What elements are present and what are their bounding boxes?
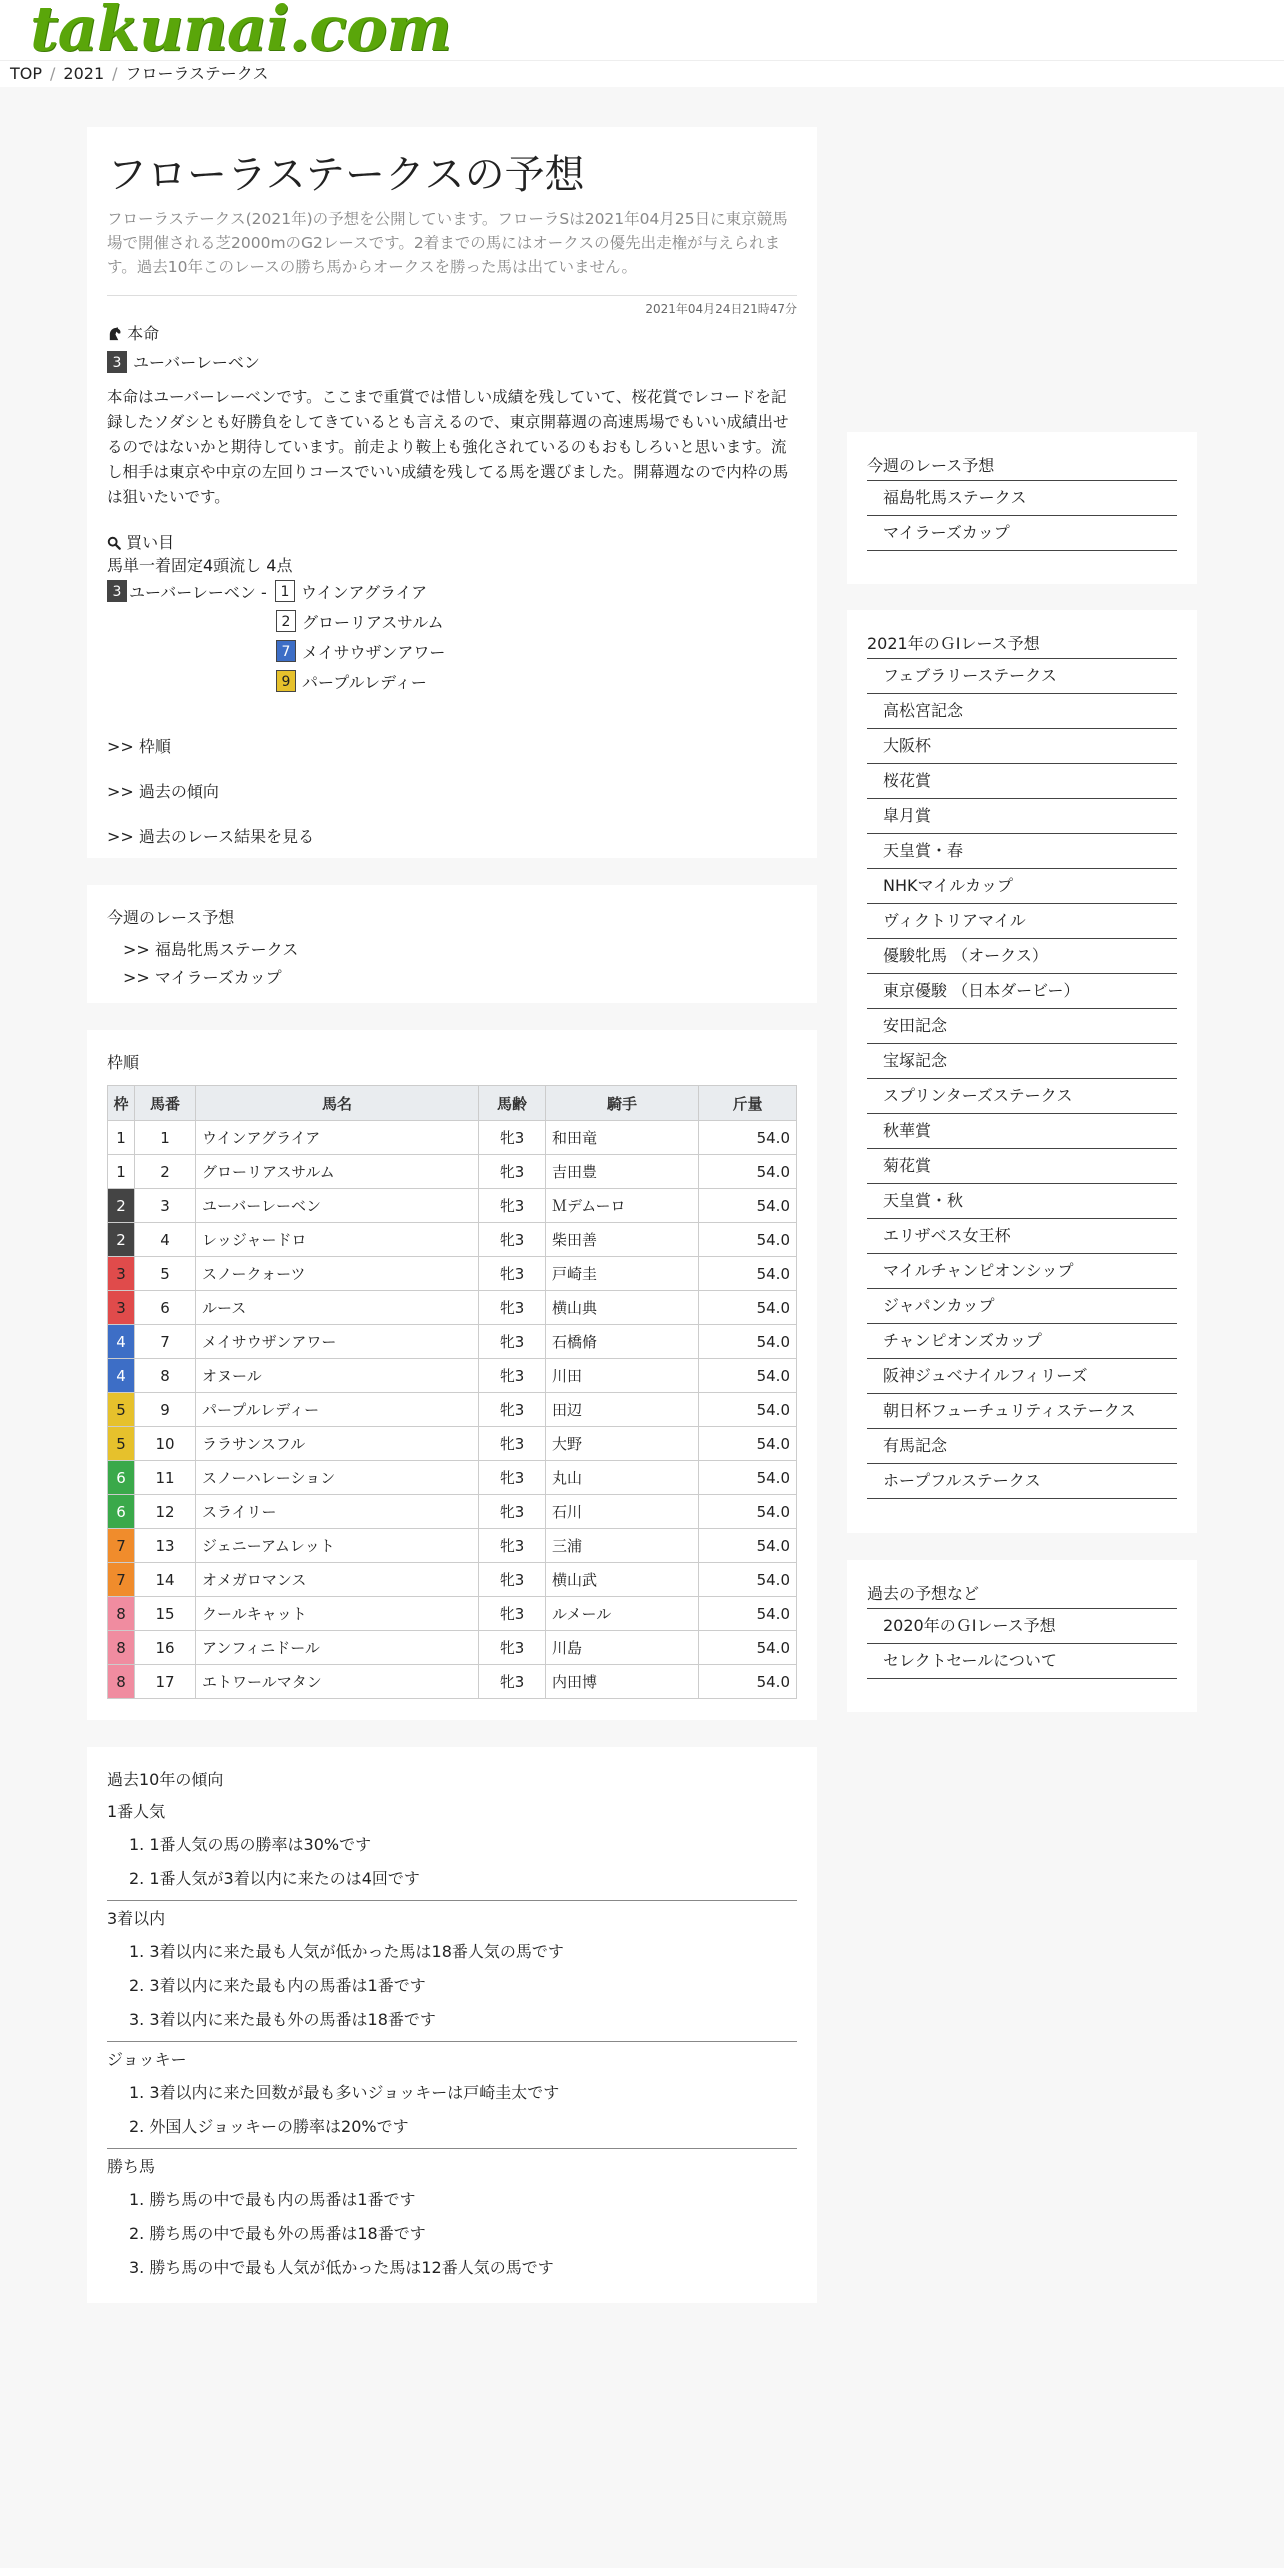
col-jockey: 騎手 bbox=[546, 1086, 699, 1121]
breadcrumb-top[interactable]: TOP bbox=[10, 64, 43, 83]
jockey-cell: 田辺 bbox=[546, 1393, 699, 1427]
kaime-row bbox=[107, 576, 797, 606]
trend-item bbox=[107, 1969, 797, 2003]
trend-group-title: 勝ち馬 bbox=[107, 2157, 156, 2176]
horse-name-cell: オヌール bbox=[196, 1359, 479, 1393]
honmei-heading bbox=[107, 321, 797, 344]
waku-cell: 6 bbox=[108, 1495, 135, 1529]
umaban-cell: 13 bbox=[135, 1529, 196, 1563]
trend-item-text: 1番人気が3着以内に来たのは4回です bbox=[149, 1869, 420, 1888]
trend-item-number: 2. bbox=[129, 2224, 150, 2243]
kaime-target-number: 2 bbox=[276, 610, 296, 632]
weight-cell: 54.0 bbox=[699, 1359, 797, 1393]
sidebar-g1-link[interactable]: ホープフルステークス bbox=[867, 1464, 1177, 1499]
trend-group bbox=[107, 2042, 797, 2149]
age-cell: 牝3 bbox=[479, 1427, 546, 1461]
search-icon bbox=[107, 533, 126, 552]
kaime-target-name: メイサウザンアワー bbox=[302, 642, 446, 662]
sidebar-weekly-card bbox=[847, 432, 1197, 584]
waku-cell: 1 bbox=[108, 1121, 135, 1155]
sidebar-g1-link[interactable]: 皐月賞 bbox=[867, 799, 1177, 834]
weight-cell: 54.0 bbox=[699, 1631, 797, 1665]
kaime-target-name: グローリアスサルム bbox=[302, 612, 444, 632]
jockey-cell: 内田博 bbox=[546, 1665, 699, 1699]
waku-cell: 1 bbox=[108, 1155, 135, 1189]
table-row bbox=[108, 1631, 797, 1665]
age-cell: 牝3 bbox=[479, 1121, 546, 1155]
col-umaban: 馬番 bbox=[135, 1086, 196, 1121]
table-row bbox=[108, 1325, 797, 1359]
age-cell: 牝3 bbox=[479, 1257, 546, 1291]
breadcrumb-separator: / bbox=[50, 64, 56, 83]
umaban-cell: 7 bbox=[135, 1325, 196, 1359]
sidebar-past-link[interactable]: セレクトセールについて bbox=[867, 1644, 1177, 1679]
age-cell: 牝3 bbox=[479, 1189, 546, 1223]
horse-name-cell: オメガロマンス bbox=[196, 1563, 479, 1597]
trend-item bbox=[107, 2110, 797, 2144]
weight-cell: 54.0 bbox=[699, 1155, 797, 1189]
waku-cell: 6 bbox=[108, 1461, 135, 1495]
sidebar-g1-link[interactable]: 優駿牝馬 （オークス） bbox=[867, 939, 1177, 974]
horse-name-cell: スノークォーツ bbox=[196, 1257, 479, 1291]
kaime-axis-number: 3 bbox=[107, 580, 127, 602]
trend-item-number: 1. bbox=[129, 1835, 150, 1854]
horse-name-cell: クールキャット bbox=[196, 1597, 479, 1631]
kaime-target-name: ウインアグライア bbox=[301, 582, 428, 602]
sidebar-g1-link[interactable]: フェブラリーステークス bbox=[867, 659, 1177, 694]
jockey-cell: 横山武 bbox=[546, 1563, 699, 1597]
sidebar-g1-link[interactable]: 桜花賞 bbox=[867, 764, 1177, 799]
sidebar-g1-link[interactable]: ヴィクトリアマイル bbox=[867, 904, 1177, 939]
weight-cell: 54.0 bbox=[699, 1189, 797, 1223]
age-cell: 牝3 bbox=[479, 1563, 546, 1597]
trend-title: 過去10年の傾向 bbox=[107, 1770, 224, 1789]
age-cell: 牝3 bbox=[479, 1223, 546, 1257]
horse-name-cell: ルース bbox=[196, 1291, 479, 1325]
horse-name-cell: スノーハレーション bbox=[196, 1461, 479, 1495]
site-header bbox=[0, 0, 1284, 65]
site-logo[interactable]: takunai.com bbox=[30, 0, 451, 65]
weight-cell: 54.0 bbox=[699, 1665, 797, 1699]
waku-cell: 8 bbox=[108, 1597, 135, 1631]
trend-item bbox=[107, 2003, 797, 2037]
honmei-label: 本命 bbox=[127, 324, 160, 343]
jockey-cell: 大野 bbox=[546, 1427, 699, 1461]
jockey-cell: 川田 bbox=[546, 1359, 699, 1393]
table-row bbox=[108, 1529, 797, 1563]
trend-item-text: 3着以内に来た最も人気が低かった馬は18番人気の馬です bbox=[149, 1942, 564, 1961]
waku-table bbox=[107, 1085, 797, 1699]
breadcrumb-current: フローラステークス bbox=[125, 64, 269, 83]
trend-item bbox=[107, 2217, 797, 2251]
sidebar-weekly-link[interactable]: 福島牝馬ステークス bbox=[867, 481, 1177, 516]
umaban-cell: 2 bbox=[135, 1155, 196, 1189]
sidebar-g1-link[interactable]: チャンピオンズカップ bbox=[867, 1324, 1177, 1359]
table-row bbox=[108, 1155, 797, 1189]
jockey-cell: 石川 bbox=[546, 1495, 699, 1529]
sidebar-g1-link[interactable]: 東京優駿 （日本ダービー） bbox=[867, 974, 1177, 1009]
trend-item-text: 3着以内に来た回数が最も多いジョッキーは戸崎圭太です bbox=[149, 2083, 560, 2102]
horse-name-cell: グローリアスサルム bbox=[196, 1155, 479, 1189]
horse-name-cell: メイサウザンアワー bbox=[196, 1325, 479, 1359]
sidebar-g1-link[interactable]: エリザベス女王杯 bbox=[867, 1219, 1177, 1254]
trend-item-number: 1. bbox=[129, 1942, 150, 1961]
horse-name-cell: ユーバーレーベン bbox=[196, 1189, 479, 1223]
trend-group-title: 3着以内 bbox=[107, 1909, 166, 1928]
horse-name-cell: レッジャードロ bbox=[196, 1223, 479, 1257]
waku-cell: 4 bbox=[108, 1359, 135, 1393]
trend-item-text: 3着以内に来た最も外の馬番は18番です bbox=[149, 2010, 436, 2029]
horse-name-cell: ララサンスフル bbox=[196, 1427, 479, 1461]
jockey-cell: 丸山 bbox=[546, 1461, 699, 1495]
waku-title: 枠順 bbox=[107, 1053, 140, 1072]
sidebar-g1-link[interactable]: 大阪杯 bbox=[867, 729, 1177, 764]
trend-item-text: 勝ち馬の中で最も外の馬番は18番です bbox=[149, 2224, 426, 2243]
trend-item bbox=[107, 2076, 797, 2110]
kaime-row bbox=[107, 606, 797, 636]
jockey-cell: 石橋脩 bbox=[546, 1325, 699, 1359]
waku-cell: 4 bbox=[108, 1325, 135, 1359]
sidebar-g1-link[interactable]: スプリンターズステークス bbox=[867, 1079, 1177, 1114]
age-cell: 牝3 bbox=[479, 1325, 546, 1359]
sidebar-weekly-link[interactable]: マイラーズカップ bbox=[867, 516, 1177, 551]
waku-cell: 7 bbox=[108, 1563, 135, 1597]
age-cell: 牝3 bbox=[479, 1495, 546, 1529]
table-row bbox=[108, 1461, 797, 1495]
kaime-label: 買い目 bbox=[126, 533, 175, 552]
trend-item-text: 1番人気の馬の勝率は30%です bbox=[149, 1835, 372, 1854]
table-row bbox=[108, 1257, 797, 1291]
waku-cell: 2 bbox=[108, 1223, 135, 1257]
sidebar-g1-link[interactable]: NHKマイルカップ bbox=[867, 869, 1177, 904]
sidebar-g1-link[interactable]: 秋華賞 bbox=[867, 1114, 1177, 1149]
waku-cell: 8 bbox=[108, 1631, 135, 1665]
kaime-section bbox=[107, 530, 797, 696]
kaime-target-number: 7 bbox=[276, 640, 296, 662]
umaban-cell: 9 bbox=[135, 1393, 196, 1427]
horse-name-cell: エトワールマタン bbox=[196, 1665, 479, 1699]
sidebar-g1-link[interactable]: 菊花賞 bbox=[867, 1149, 1177, 1184]
umaban-cell: 15 bbox=[135, 1597, 196, 1631]
umaban-cell: 16 bbox=[135, 1631, 196, 1665]
umaban-cell: 17 bbox=[135, 1665, 196, 1699]
weekly-link[interactable]: >> マイラーズカップ bbox=[123, 968, 282, 987]
age-cell: 牝3 bbox=[479, 1665, 546, 1699]
sidebar-g1-link[interactable]: 天皇賞・春 bbox=[867, 834, 1177, 869]
waku-cell: 3 bbox=[108, 1291, 135, 1325]
sidebar-past-card bbox=[847, 1560, 1197, 1712]
breadcrumb-separator: / bbox=[112, 64, 118, 83]
kaime-axis-name: ユーバーレーベン - bbox=[129, 582, 267, 602]
trend-item bbox=[107, 2251, 797, 2285]
honmei-name: ユーバーレーベン bbox=[133, 353, 260, 372]
col-weight: 斤量 bbox=[699, 1086, 797, 1121]
trend-item-text: 外国人ジョッキーの勝率は20%です bbox=[149, 2117, 409, 2136]
trend-group bbox=[107, 2149, 797, 2289]
trend-item bbox=[107, 1828, 797, 1862]
kaime-row bbox=[107, 666, 797, 696]
sidebar-weekly-title: 今週のレース予想 bbox=[867, 452, 1177, 481]
sidebar-g1-link[interactable]: 天皇賞・秋 bbox=[867, 1184, 1177, 1219]
col-age: 馬齢 bbox=[479, 1086, 546, 1121]
jockey-cell: 三浦 bbox=[546, 1529, 699, 1563]
waku-cell: 3 bbox=[108, 1257, 135, 1291]
horse-name-cell: アンフィニドール bbox=[196, 1631, 479, 1665]
table-row bbox=[108, 1427, 797, 1461]
sidebar-g1-title: 2021年のＧⅠレース予想 bbox=[867, 630, 1177, 659]
trend-group-title: ジョッキー bbox=[107, 2050, 187, 2069]
weight-cell: 54.0 bbox=[699, 1291, 797, 1325]
breadcrumb-year[interactable]: 2021 bbox=[63, 64, 105, 83]
jockey-cell: 横山典 bbox=[546, 1291, 699, 1325]
prediction-card bbox=[87, 127, 817, 858]
jockey-cell: 吉田豊 bbox=[546, 1155, 699, 1189]
sidebar-g1-link[interactable]: 阪神ジュベナイルフィリーズ bbox=[867, 1359, 1177, 1394]
trend-item bbox=[107, 1862, 797, 1896]
trend-group bbox=[107, 1794, 797, 1901]
sidebar-g1-link[interactable]: マイルチャンピオンシップ bbox=[867, 1254, 1177, 1289]
weight-cell: 54.0 bbox=[699, 1461, 797, 1495]
trend-group bbox=[107, 1901, 797, 2042]
weight-cell: 54.0 bbox=[699, 1427, 797, 1461]
kaime-target-number: 1 bbox=[275, 580, 295, 602]
jockey-cell: 戸崎圭 bbox=[546, 1257, 699, 1291]
age-cell: 牝3 bbox=[479, 1461, 546, 1495]
trend-item-number: 2. bbox=[129, 2117, 150, 2136]
waku-cell: 5 bbox=[108, 1427, 135, 1461]
weight-cell: 54.0 bbox=[699, 1495, 797, 1529]
umaban-cell: 3 bbox=[135, 1189, 196, 1223]
age-cell: 牝3 bbox=[479, 1597, 546, 1631]
waku-card bbox=[87, 1030, 817, 1720]
umaban-cell: 10 bbox=[135, 1427, 196, 1461]
umaban-cell: 1 bbox=[135, 1121, 196, 1155]
kaime-type: 馬単一着固定4頭流し 4点 bbox=[107, 556, 293, 575]
umaban-cell: 6 bbox=[135, 1291, 196, 1325]
link-trend[interactable]: >> 過去の傾向 bbox=[107, 782, 219, 801]
trend-groups bbox=[107, 1794, 797, 2289]
weekly-link[interactable]: >> 福島牝馬ステークス bbox=[123, 940, 299, 959]
kaime-target-name: パープルレディー bbox=[302, 672, 427, 692]
weight-cell: 54.0 bbox=[699, 1597, 797, 1631]
honmei-number: 3 bbox=[107, 351, 127, 373]
waku-cell: 7 bbox=[108, 1529, 135, 1563]
table-row bbox=[108, 1189, 797, 1223]
sidebar-g1-link[interactable]: ジャパンカップ bbox=[867, 1289, 1177, 1324]
waku-cell: 8 bbox=[108, 1665, 135, 1699]
weight-cell: 54.0 bbox=[699, 1529, 797, 1563]
trend-item-number: 1. bbox=[129, 2190, 150, 2209]
horse-name-cell: ジェニーアムレット bbox=[196, 1529, 479, 1563]
sidebar-g1-link[interactable]: 宝塚記念 bbox=[867, 1044, 1177, 1079]
weight-cell: 54.0 bbox=[699, 1257, 797, 1291]
trend-item-number: 2. bbox=[129, 1976, 150, 1995]
weekly-title: 今週のレース予想 bbox=[107, 908, 235, 927]
age-cell: 牝3 bbox=[479, 1393, 546, 1427]
horse-name-cell: スライリー bbox=[196, 1495, 479, 1529]
trend-item-number: 3. bbox=[129, 2010, 150, 2029]
sidebar-g1-link[interactable]: 安田記念 bbox=[867, 1009, 1177, 1044]
age-cell: 牝3 bbox=[479, 1529, 546, 1563]
age-cell: 牝3 bbox=[479, 1291, 546, 1325]
jockey-cell: Ｍデムーロ bbox=[546, 1189, 699, 1223]
umaban-cell: 5 bbox=[135, 1257, 196, 1291]
trend-card bbox=[87, 1747, 817, 2303]
trend-item-number: 2. bbox=[129, 1869, 150, 1888]
sidebar-g1-list bbox=[867, 659, 1177, 1499]
section-links bbox=[107, 734, 797, 847]
jockey-cell: 柴田善 bbox=[546, 1223, 699, 1257]
horse-icon bbox=[107, 324, 127, 343]
weekly-races-card bbox=[87, 885, 817, 1003]
horse-name-cell: パープルレディー bbox=[196, 1393, 479, 1427]
trend-item-text: 勝ち馬の中で最も人気が低かった馬は12番人気の馬です bbox=[149, 2258, 554, 2277]
sidebar-g1-card bbox=[847, 610, 1197, 1533]
col-horse-name: 馬名 bbox=[196, 1086, 479, 1121]
age-cell: 牝3 bbox=[479, 1155, 546, 1189]
table-row bbox=[108, 1223, 797, 1257]
trend-item-number: 1. bbox=[129, 2083, 150, 2102]
waku-cell: 2 bbox=[108, 1189, 135, 1223]
trend-item-text: 勝ち馬の中で最も内の馬番は1番です bbox=[149, 2190, 416, 2209]
jockey-cell: 川島 bbox=[546, 1631, 699, 1665]
umaban-cell: 12 bbox=[135, 1495, 196, 1529]
umaban-cell: 14 bbox=[135, 1563, 196, 1597]
sidebar-g1-link[interactable]: 有馬記念 bbox=[867, 1429, 1177, 1464]
page-title: フローラステークスの予想 bbox=[107, 152, 585, 198]
umaban-cell: 8 bbox=[135, 1359, 196, 1393]
jockey-cell: 和田竜 bbox=[546, 1121, 699, 1155]
table-row bbox=[108, 1563, 797, 1597]
umaban-cell: 4 bbox=[135, 1223, 196, 1257]
trend-item bbox=[107, 2183, 797, 2217]
trend-item-text: 3着以内に来た最も内の馬番は1番です bbox=[149, 1976, 426, 1995]
weight-cell: 54.0 bbox=[699, 1393, 797, 1427]
sidebar-past-link[interactable]: 2020年のＧⅠレース予想 bbox=[867, 1609, 1177, 1644]
published-date: 2021年04月24日21時47分 bbox=[107, 295, 797, 317]
sidebar-past-title: 過去の予想など bbox=[867, 1580, 1177, 1609]
horse-name-cell: ウインアグライア bbox=[196, 1121, 479, 1155]
weekly-list bbox=[107, 936, 797, 992]
waku-cell: 5 bbox=[108, 1393, 135, 1427]
table-header-row bbox=[108, 1086, 797, 1121]
kaime-row bbox=[107, 636, 797, 666]
kaime-heading bbox=[107, 530, 797, 553]
table-row bbox=[108, 1291, 797, 1325]
table-row bbox=[108, 1665, 797, 1699]
trend-item bbox=[107, 1935, 797, 1969]
page-lead: フローラステークス(2021年)の予想を公開しています。フローラSは2021年04月25日に東京競馬場で開催される芝2000mのG2レースです。2着までの馬にはオークスの優先出走権が与えられます。過去10年このレースの勝ち馬からオークスを勝った馬は出ていません。 bbox=[107, 210, 788, 276]
link-waku[interactable]: >> 枠順 bbox=[107, 737, 171, 756]
trend-group-title: 1番人気 bbox=[107, 1802, 166, 1821]
sidebar-g1-link[interactable]: 高松宮記念 bbox=[867, 694, 1177, 729]
weight-cell: 54.0 bbox=[699, 1121, 797, 1155]
table-row bbox=[108, 1393, 797, 1427]
table-row bbox=[108, 1597, 797, 1631]
kaime-target-number: 9 bbox=[276, 670, 296, 692]
jockey-cell: ルメール bbox=[546, 1597, 699, 1631]
umaban-cell: 11 bbox=[135, 1461, 196, 1495]
link-past-results[interactable]: >> 過去のレース結果を見る bbox=[107, 827, 315, 846]
table-row bbox=[108, 1359, 797, 1393]
weight-cell: 54.0 bbox=[699, 1563, 797, 1597]
weight-cell: 54.0 bbox=[699, 1223, 797, 1257]
prediction-body: 本命はユーバーレーベンです。ここまで重賞では惜しい成績を残していて、桜花賞でレコードを記録したソダシとも好勝負をしてきているとも言えるので、東京開幕週の高速馬場でもいい成績出せるのではないかと期待しています。前走より鞍上も強化されているのもおもしろいと思います。流し相手は東京や中京の左回りコースでいい成績を残してる馬を選びました。開幕週なので内枠の馬は狙いたいです。 bbox=[107, 388, 789, 506]
age-cell: 牝3 bbox=[479, 1359, 546, 1393]
weight-cell: 54.0 bbox=[699, 1325, 797, 1359]
age-cell: 牝3 bbox=[479, 1631, 546, 1665]
sidebar-g1-link[interactable]: 朝日杯フューチュリティステークス bbox=[867, 1394, 1177, 1429]
honmei-horse bbox=[107, 350, 797, 373]
table-row bbox=[108, 1121, 797, 1155]
trend-item-number: 3. bbox=[129, 2258, 150, 2277]
col-waku: 枠 bbox=[108, 1086, 135, 1121]
table-row bbox=[108, 1495, 797, 1529]
